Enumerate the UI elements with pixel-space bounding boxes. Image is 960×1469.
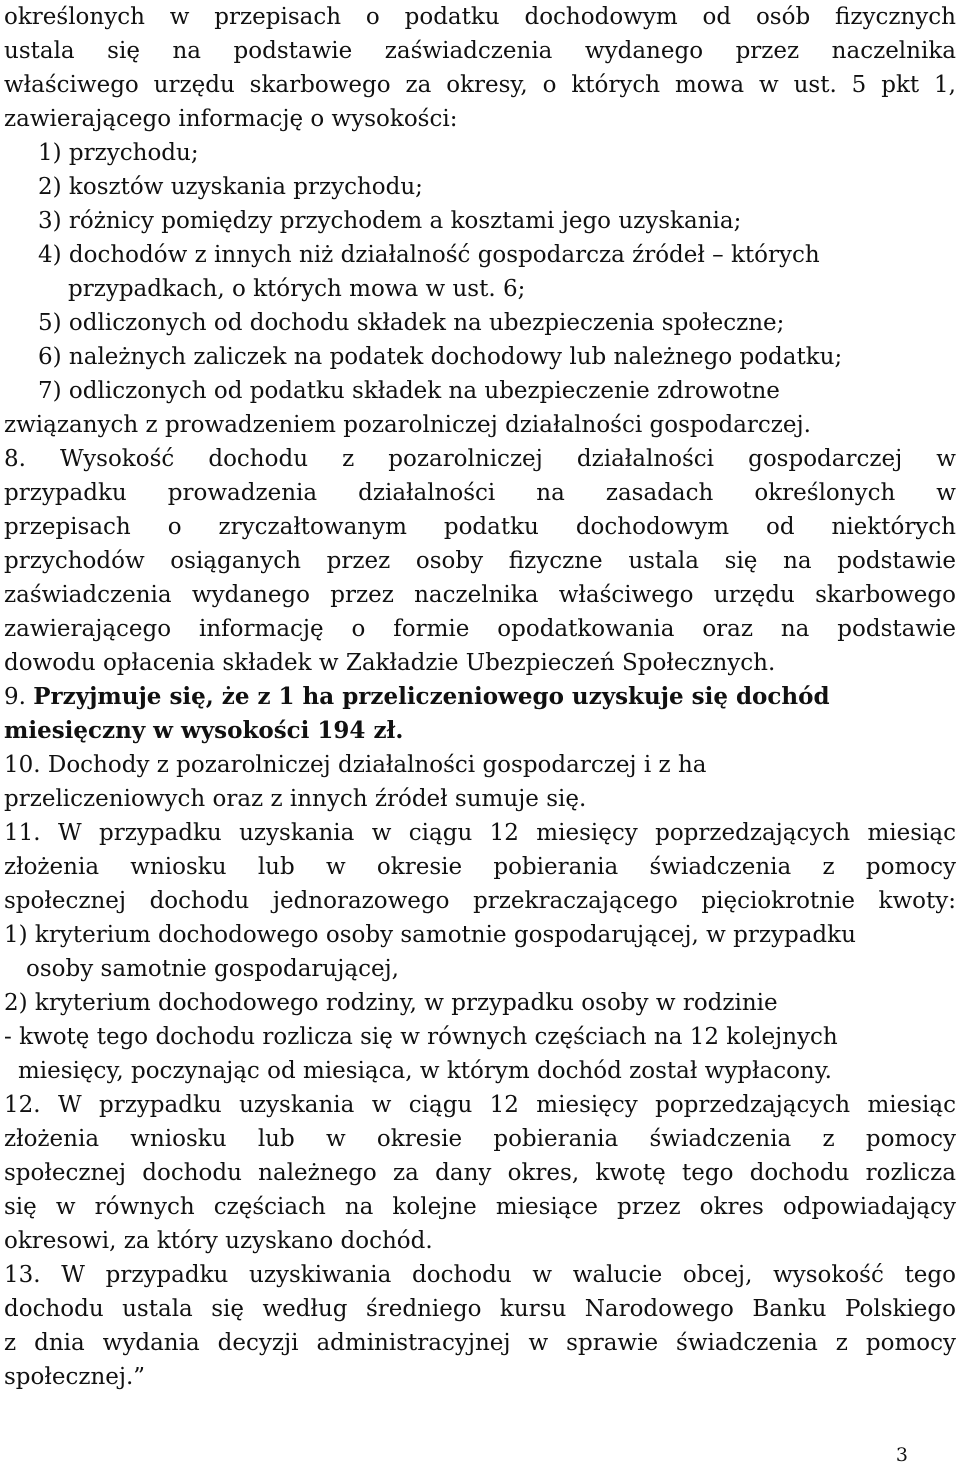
paragraph-9-line: [4, 680, 956, 714]
paragraph-12-line: się w równych częściach na kolejne miesiące przez okres odpowiadający: [4, 1194, 956, 1220]
paragraph-12-line: złożenia wniosku lub w okresie pobierania świadczenia z pomocy: [4, 1126, 956, 1152]
paragraph-12-line: 12. W przypadku uzyskania w ciągu 12 miesięcy poprzedzających miesiąc: [4, 1092, 956, 1118]
paragraph-11-line: złożenia wniosku lub w okresie pobierania świadczenia z pomocy: [4, 854, 956, 880]
paragraph-8-line: zawierającego informację o formie opodatkowania oraz na podstawie: [4, 616, 956, 642]
paragraph-11-line: miesięcy, poczynając od miesiąca, w którym dochód został wypłacony.: [18, 1058, 832, 1084]
paragraph-10-line: przeliczeniowych oraz z innych źródeł sumuje się.: [4, 786, 587, 812]
paragraph-11-line: osoby samotnie gospodarującej,: [26, 956, 399, 982]
list-item: 5) odliczonych od dochodu składek na ubezpieczenia społeczne;: [38, 310, 785, 336]
text-line: właściwego urzędu skarbowego za okresy, o których mowa w ust. 5 pkt 1,: [4, 72, 956, 98]
paragraph-8-line: przypadku prowadzenia działalności na zasadach określonych w: [4, 480, 956, 506]
text-line: związanych z prowadzeniem pozarolniczej działalności gospodarczej.: [4, 412, 811, 438]
list-item: 6) należnych zaliczek na podatek dochodowy lub należnego podatku;: [38, 344, 843, 370]
paragraph-8-line: przychodów osiąganych przez osoby fizyczne ustala się na podstawie: [4, 548, 956, 574]
paragraph-8-line: przepisach o zryczałtowanym podatku dochodowym od niektórych: [4, 514, 956, 540]
list-item: 4) dochodów z innych niż działalność gospodarcza źródeł – których: [38, 242, 820, 268]
paragraph-11-line: 1) kryterium dochodowego osoby samotnie gospodarującej, w przypadku: [4, 922, 856, 948]
paragraph-9-line: miesięczny w wysokości 194 zł.: [4, 717, 404, 744]
paragraph-8-line: 8. Wysokość dochodu z pozarolniczej działalności gospodarczej w: [4, 446, 956, 472]
paragraph-13-line: z dnia wydania decyzji administracyjnej w sprawie świadczenia z pomocy: [4, 1330, 956, 1356]
paragraph-10-line: 10. Dochody z pozarolniczej działalności gospodarczej i z ha: [4, 752, 707, 778]
paragraph-12-line: społecznej dochodu należnego za dany okres, kwotę tego dochodu rozlicza: [4, 1160, 956, 1186]
paragraph-11-line: - kwotę tego dochodu rozlicza się w równych częściach na 12 kolejnych: [4, 1024, 838, 1050]
list-item-continuation: przypadkach, o których mowa w ust. 6;: [68, 276, 526, 302]
text-line: zawierającego informację o wysokości:: [4, 106, 458, 132]
paragraph-8-line: zaświadczenia wydanego przez naczelnika właściwego urzędu skarbowego: [4, 582, 956, 608]
paragraph-13-line: dochodu ustala się według średniego kursu Narodowego Banku Polskiego: [4, 1296, 956, 1322]
paragraph-12-line: okresowi, za który uzyskano dochód.: [4, 1228, 433, 1254]
list-item: 2) kosztów uzyskania przychodu;: [38, 174, 423, 200]
paragraph-11-line: 2) kryterium dochodowego rodziny, w przypadku osoby w rodzinie: [4, 990, 778, 1016]
text-line: określonych w przepisach o podatku dochodowym od osób fizycznych: [4, 4, 956, 30]
paragraph-11-line: społecznej dochodu jednorazowego przekraczającego pięciokrotnie kwoty:: [4, 888, 956, 914]
page-number: 3: [895, 1444, 908, 1466]
paragraph-11-line: 11. W przypadku uzyskania w ciągu 12 miesięcy poprzedzających miesiąc: [4, 820, 956, 846]
text-line: ustala się na podstawie zaświadczenia wydanego przez naczelnika: [4, 38, 956, 64]
paragraph-8-line: dowodu opłacenia składek w Zakładzie Ubezpieczeń Społecznych.: [4, 650, 776, 676]
list-item: 7) odliczonych od podatku składek na ubezpieczenie zdrowotne: [38, 378, 780, 404]
list-item: 3) różnicy pomiędzy przychodem a kosztami jego uzyskania;: [38, 208, 742, 234]
paragraph-13-line: społecznej.”: [4, 1364, 146, 1390]
bold-text: Przyjmuje się, że z 1 ha przeliczeniowego uzyskuje się dochód: [33, 683, 830, 710]
paragraph-13-line: 13. W przypadku uzyskiwania dochodu w walucie obcej, wysokość tego: [4, 1262, 956, 1288]
paragraph-number: 9.: [4, 684, 34, 710]
list-item: 1) przychodu;: [38, 140, 199, 166]
